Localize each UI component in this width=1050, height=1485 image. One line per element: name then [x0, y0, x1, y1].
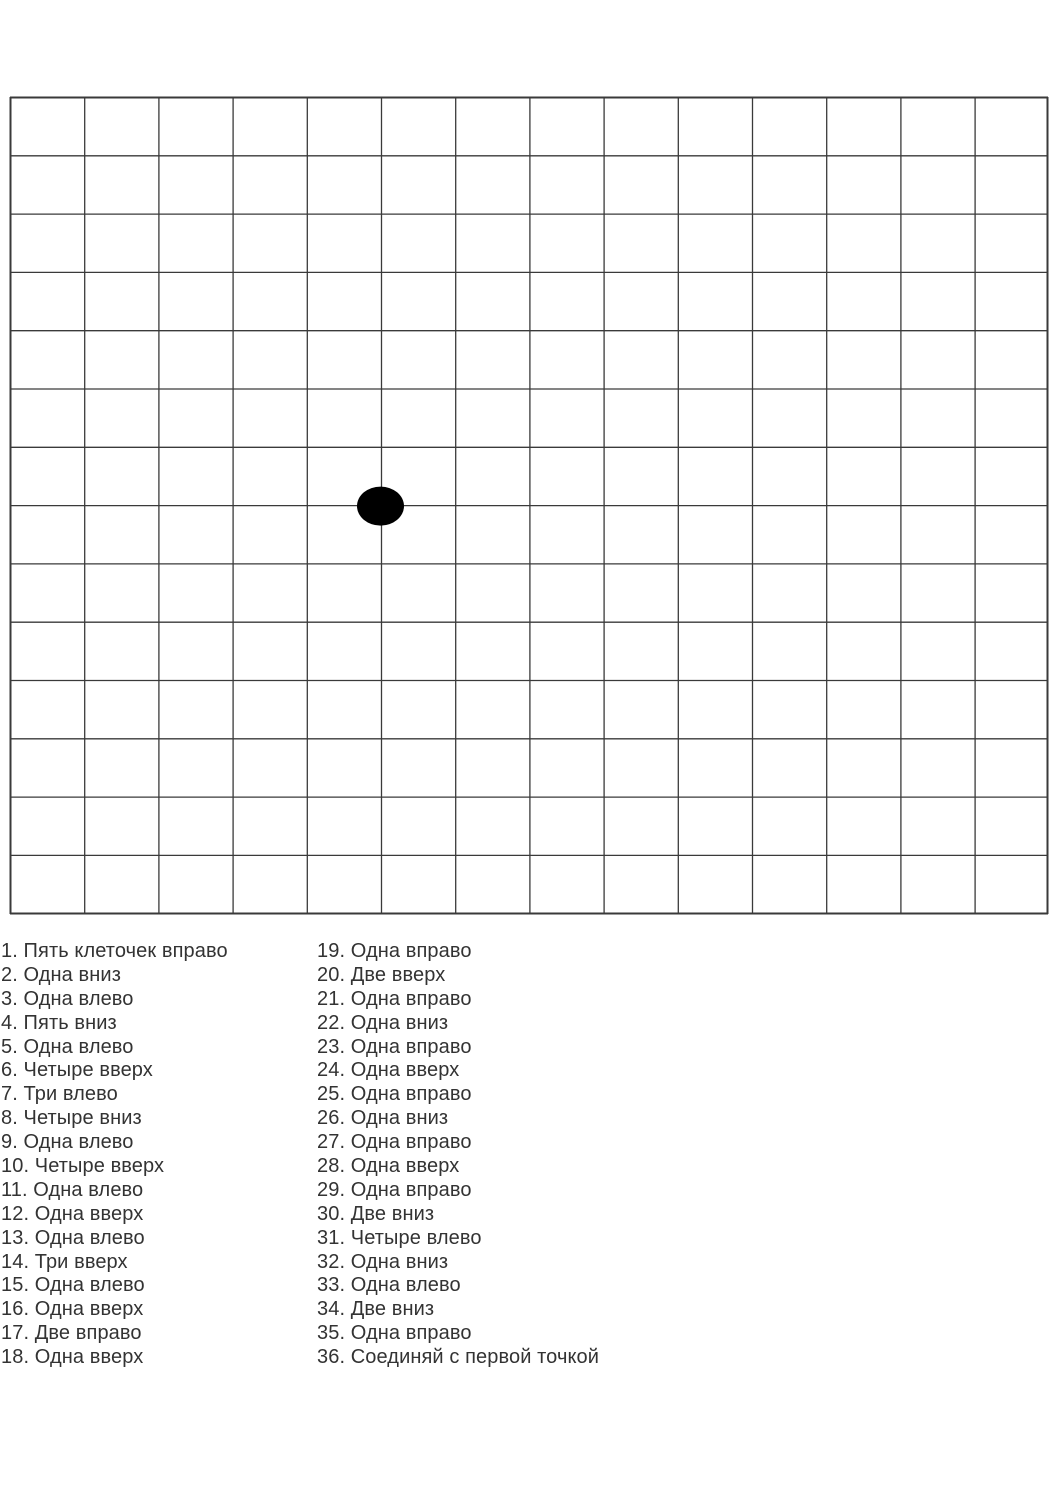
instruction-item: 14. Три вверх: [1, 1250, 128, 1273]
instruction-item: 8. Четыре вниз: [1, 1107, 142, 1130]
instruction-item: 11. Одна влево: [1, 1178, 144, 1201]
instruction-item: 35. Одна вправо: [317, 1322, 472, 1345]
instruction-item: 34. Две вниз: [317, 1298, 435, 1321]
instruction-item: 4. Пять вниз: [1, 1011, 117, 1034]
instruction-item: 29. Одна вправо: [317, 1178, 472, 1201]
instruction-item: 7. Три влево: [1, 1083, 118, 1106]
instruction-item: 19. Одна вправо: [317, 940, 472, 962]
instruction-item: 31. Четыре влево: [317, 1226, 482, 1249]
instruction-item: 28. Одна вверх: [317, 1155, 460, 1178]
instruction-item: 12. Одна вверх: [1, 1202, 144, 1225]
instruction-item: 1. Пять клеточек вправо: [1, 940, 228, 962]
instruction-item: 17. Две вправо: [1, 1322, 142, 1345]
instruction-item: 36. Соединяй с первой точкой: [317, 1346, 600, 1369]
instruction-item: 3. Одна влево: [1, 987, 134, 1010]
instruction-item: 33. Одна влево: [317, 1274, 461, 1297]
instruction-item: 2. Одна вниз: [1, 963, 121, 986]
instructions-left-column: [1, 940, 228, 1370]
instruction-item: 18. Одна вверх: [1, 1346, 144, 1369]
instruction-item: 26. Одна вниз: [317, 1107, 449, 1130]
instruction-item: 32. Одна вниз: [317, 1250, 449, 1273]
instruction-item: 5. Одна влево: [1, 1035, 134, 1058]
instruction-item: 30. Две вниз: [317, 1202, 435, 1225]
instruction-item: 16. Одна вверх: [1, 1298, 144, 1321]
instruction-item: 23. Одна вправо: [317, 1035, 472, 1058]
instruction-item: 24. Одна вверх: [317, 1059, 460, 1082]
start-dot: [357, 487, 404, 526]
instruction-item: 6. Четыре вверх: [1, 1059, 153, 1082]
grid-lines: [10, 97, 1048, 914]
instructions-right-column: [317, 940, 599, 1370]
instruction-item: 22. Одна вниз: [317, 1011, 449, 1034]
instruction-item: 15. Одна влево: [1, 1274, 145, 1297]
instruction-item: 21. Одна вправо: [317, 987, 472, 1010]
instruction-item: 20. Две вверх: [317, 963, 446, 986]
dictation-grid: [10, 97, 1048, 914]
instruction-item: 27. Одна вправо: [317, 1131, 472, 1154]
instruction-item: 13. Одна влево: [1, 1226, 145, 1249]
instruction-item: 10. Четыре вверх: [1, 1155, 165, 1178]
instruction-item: 9. Одна влево: [1, 1131, 134, 1154]
instruction-item: 25. Одна вправо: [317, 1083, 472, 1106]
